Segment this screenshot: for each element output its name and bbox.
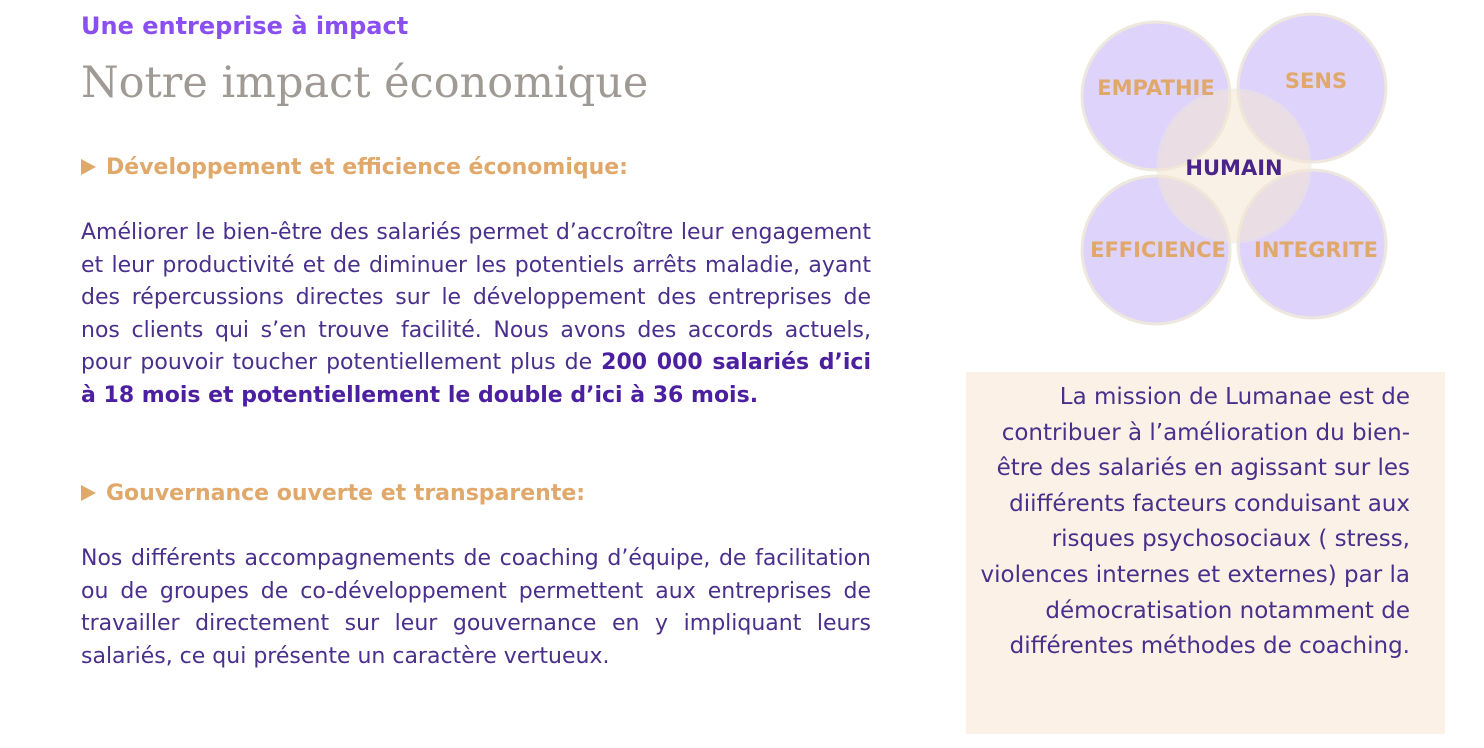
triangle-bullet-icon bbox=[81, 159, 96, 175]
venn-label-sens: SENS bbox=[1284, 69, 1348, 93]
section-heading-governance-label: Gouvernance ouverte et transparente: bbox=[106, 481, 586, 506]
venn-label-efficience: EFFICIENCE bbox=[1090, 238, 1226, 262]
section-paragraph-development bbox=[81, 217, 871, 413]
venn-label-humain: HUMAIN bbox=[1185, 156, 1283, 180]
section-heading-development bbox=[81, 155, 628, 180]
paragraph-highlight: 200 000 salariés d’ici à 18 mois et potentiellement le double d’ici à 36 mois. bbox=[81, 350, 871, 408]
venn-label-empathie: EMPATHIE bbox=[1097, 76, 1215, 100]
mission-box bbox=[966, 372, 1445, 734]
values-venn-diagram bbox=[1078, 10, 1390, 330]
triangle-bullet-icon bbox=[81, 485, 96, 501]
mission-text: La mission de Lumanae est de contribuer à l’amélioration du bien-être des salariés en agissant sur les diifférents facteurs conduisant aux risques psychosociaux ( stress, violences internes et externes) par la démocratisation notamment de différentes méthodes de coaching. bbox=[980, 384, 1410, 660]
paragraph-text: Améliorer le bien-être des salariés permet d’accroître leur engagement et leur productivité et de diminuer les potentiels arrêts maladie, ayant des répercussions directes sur le développement des entreprises de nos clients qui s’en trouve facilité. Nous avons des accords actuels, pour pouvoir toucher potentiellement plus de bbox=[81, 220, 871, 376]
venn-label-integrite: INTEGRITE bbox=[1254, 238, 1378, 262]
section-heading-governance bbox=[81, 481, 585, 506]
section-kicker: Une entreprise à impact bbox=[81, 12, 409, 40]
section-paragraph-governance: Nos différents accompagnements de coaching d’équipe, de facilitation ou de groupes de co-développement permettent aux entreprises de travailler directement sur leur gouvernance en y impliquant leurs salariés, ce qui présente un caractère vertueux. bbox=[81, 546, 871, 669]
section-heading-development-label: Développement et efficience économique: bbox=[106, 155, 628, 180]
page-title: Notre impact économique bbox=[81, 58, 649, 108]
